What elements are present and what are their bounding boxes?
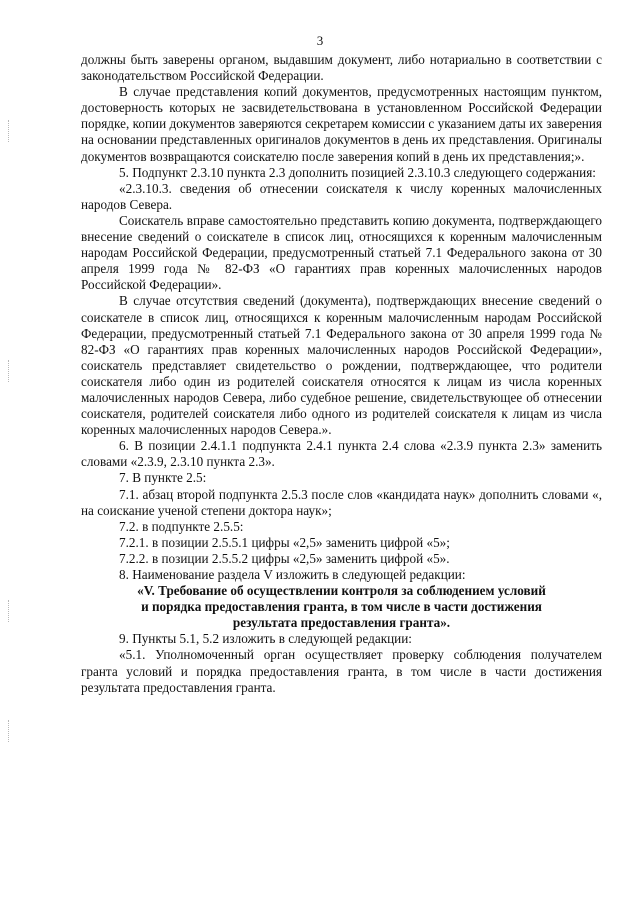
paragraph-item-8: 8. Наименование раздела V изложить в следующей редакции: xyxy=(119,567,466,582)
paragraph-item-7-2: 7.2. в подпункте 2.5.5: xyxy=(119,518,244,534)
section-heading-line-1: «V. Требование об осуществлении контроля за соблюдением условий xyxy=(137,583,546,599)
paragraph-quote-5-1: «5.1. Уполномоченный орган осуществляет проверку соблюдения получателем гранта условий и порядка предоставления гранта, в том числе в части достижения результата предоставления гранта. xyxy=(81,647,602,695)
page-number: 3 xyxy=(316,33,324,48)
paragraph-item-7-2-1: 7.2.1. в позиции 2.5.5.1 цифры «2,5» заменить цифрой «5»; xyxy=(119,534,450,550)
paragraph-absence-of-info: В случае отсутствия сведений (документа), подтверждающих внесение сведений о соискателе в список лиц, относящихся к коренным малочисленным народам Российской Федерации, предусмотренный статьей 7.1 Федерального закона от 30 апреля 1999 года № 82-ФЗ «О гарантиях прав коренных малочисленных народов Российской Федерации», соискатель представляет свидетельство о рождении, подтверждающее, что родители соискателя либо один из родителей соискателя относятся к лицам из числа коренных малочисленных народов Севера, либо судебное решение, свидетельствующее об отнесении соискателя, родителей соискателя либо одного из родителей соискателя к лицам из числа коренных малочисленных народов Севера.». xyxy=(81,293,602,438)
section-heading xyxy=(81,583,602,631)
paragraph-continuation: должны быть заверены органом, выдавшим документ, либо нотариально в соответствии с законодательством Российской Федерации. xyxy=(81,52,602,84)
paragraph-item-9: 9. Пункты 5.1, 5.2 изложить в следующей редакции: xyxy=(119,631,412,647)
paragraph-item-5: 5. Подпункт 2.3.10 пункта 2.3 дополнить позицией 2.3.10.3 следующего содержания: xyxy=(119,164,596,180)
paragraph-copies: В случае представления копий документов, предусмотренных настоящим пунктом, достоверность которых не засвидетельствована в установленном Российской Федерации порядке, копии документов заверяются секретарем комиссии с указанием даты их заверения на основании представленных оригиналов документов в день их представления. Оригиналы документов возвращаются соискателю после заверения копий в день их представления;». xyxy=(81,84,602,164)
paragraph-applicant-right: Соискатель вправе самостоятельно представить копию документа, подтверждающего внесение сведений о соискателе в список лиц, относящихся к коренным малочисленным народам Российской Федерации, предусмотренный статьей 7.1 Федерального закона от 30 апреля 1999 года № 82-ФЗ «О гарантиях прав коренных малочисленных народов Российской Федерации». xyxy=(81,212,602,293)
paragraph-quote-2-3-10-3: «2.3.10.3. сведения об отнесении соискателя к числу коренных малочисленных народов Севера. xyxy=(81,180,602,212)
scan-edge-marks xyxy=(8,0,12,905)
paragraph-item-7-2-2: 7.2.2. в позиции 2.5.5.2 цифры «2,5» заменить цифрой «5». xyxy=(119,550,450,566)
paragraph-item-7: 7. В пункте 2.5: xyxy=(119,470,207,486)
paragraph-item-6: 6. В позиции 2.4.1.1 подпункта 2.4.1 пункта 2.4 слова «2.3.9 пункта 2.3» заменить словами «2.3.9, 2.3.10 пункта 2.3». xyxy=(81,438,602,470)
section-heading-line-3: результата предоставления гранта». xyxy=(232,615,451,631)
section-heading-line-2: и порядка предоставления гранта, в том числе в части достижения xyxy=(141,599,542,615)
document-body xyxy=(81,52,602,696)
paragraph-item-7-1: 7.1. абзац второй подпункта 2.5.3 после слов «кандидата наук» дополнить словами «, на соискание ученой степени доктора наук»; xyxy=(81,486,602,518)
